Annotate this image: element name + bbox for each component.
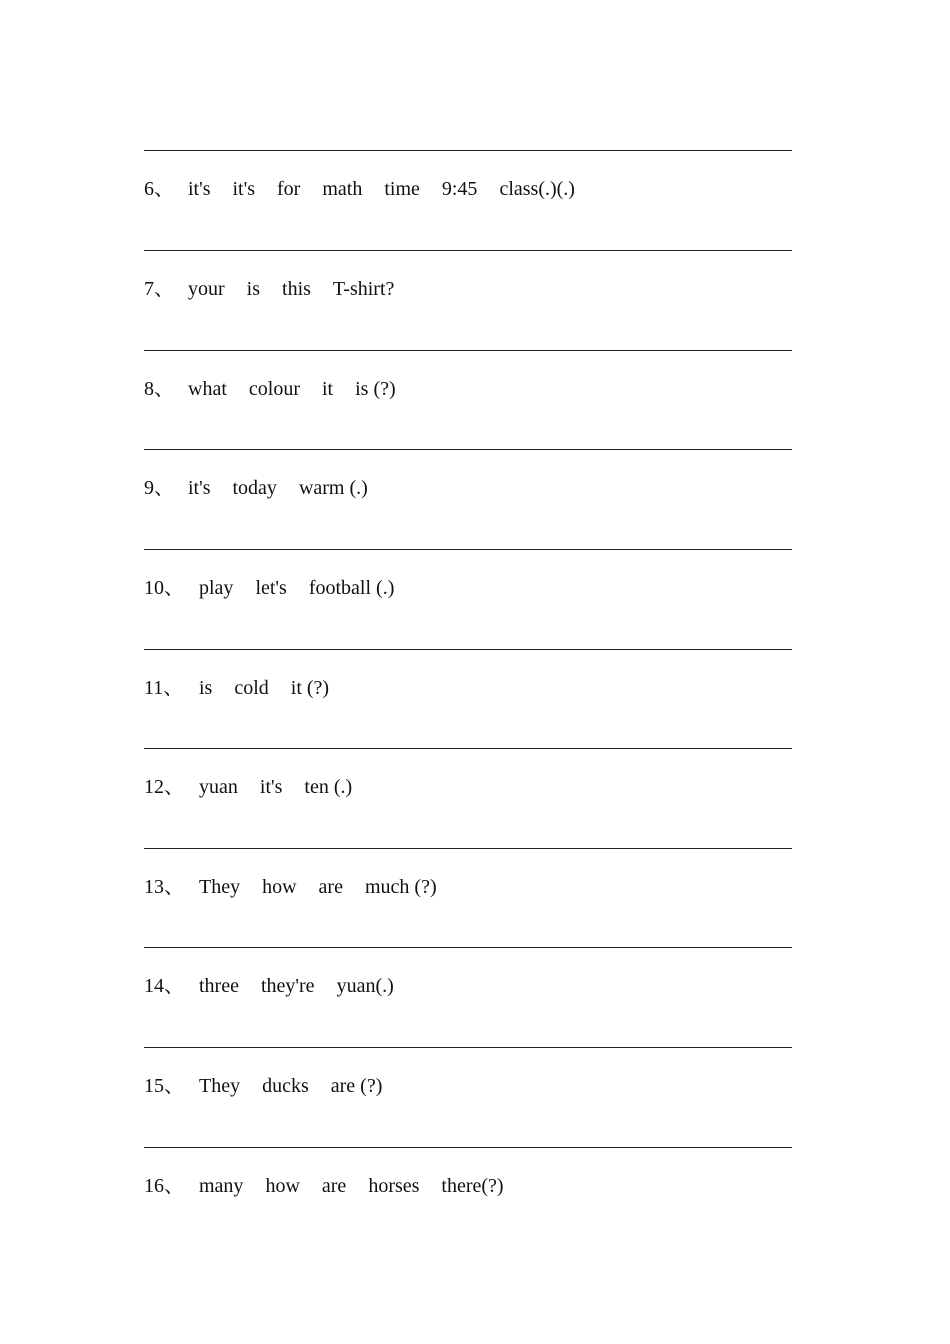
scrambled-word: how: [262, 876, 297, 898]
scrambled-word: it's: [188, 477, 211, 499]
scrambled-word: T-shirt?: [332, 278, 395, 300]
scrambled-word: ducks: [262, 1075, 309, 1097]
scrambled-word: how: [265, 1175, 300, 1197]
answer-line: [144, 350, 792, 351]
answer-line: [144, 1147, 792, 1148]
scrambled-word: three: [199, 975, 239, 997]
question-number: 6、: [144, 178, 174, 200]
scrambled-word: much (?): [364, 876, 437, 898]
question-9: [144, 474, 368, 502]
question-13: [144, 873, 437, 901]
scrambled-word: colour: [248, 378, 300, 400]
question-number: 8、: [144, 378, 174, 400]
question-number: 10、: [144, 577, 184, 599]
scrambled-word: warm (.): [298, 477, 368, 499]
scrambled-word: They: [199, 1075, 241, 1097]
question-7: [144, 275, 394, 303]
scrambled-word: cold: [234, 677, 269, 699]
question-number: 12、: [144, 776, 184, 798]
scrambled-word: let's: [255, 577, 287, 599]
scrambled-word: it: [321, 378, 334, 400]
scrambled-word: many: [199, 1175, 244, 1197]
question-number: 9、: [144, 477, 174, 499]
question-number: 13、: [144, 876, 184, 898]
scrambled-word: are (?): [330, 1075, 383, 1097]
scrambled-word: they're: [260, 975, 315, 997]
answer-line: [144, 848, 792, 849]
scrambled-word: time: [384, 178, 420, 200]
scrambled-word: today: [232, 477, 277, 499]
question-number: 11、: [144, 677, 184, 699]
question-10: [144, 574, 394, 602]
question-number: 15、: [144, 1075, 184, 1097]
answer-line: [144, 947, 792, 948]
answer-line: [144, 649, 792, 650]
scrambled-word: what: [188, 378, 227, 400]
scrambled-word: football (.): [308, 577, 395, 599]
question-8: [144, 375, 396, 403]
answer-line: [144, 748, 792, 749]
question-11: [144, 674, 329, 702]
scrambled-word: ten (.): [304, 776, 353, 798]
scrambled-word: horses: [368, 1175, 420, 1197]
scrambled-word: is: [246, 278, 261, 300]
question-number: 7、: [144, 278, 174, 300]
answer-line: [144, 449, 792, 450]
scrambled-word: are: [321, 1175, 347, 1197]
question-14: [144, 972, 394, 1000]
scrambled-word: play: [199, 577, 234, 599]
scrambled-word: it's: [259, 776, 283, 798]
question-number: 14、: [144, 975, 184, 997]
scrambled-word: class(.)(.): [499, 178, 575, 200]
answer-line: [144, 250, 792, 251]
scrambled-word: 9:45: [441, 178, 478, 200]
scrambled-word: it's: [232, 178, 255, 200]
scrambled-word: there(?): [441, 1175, 504, 1197]
answer-line: [144, 1047, 792, 1048]
scrambled-word: your: [188, 278, 225, 300]
scrambled-word: it (?): [290, 677, 330, 699]
question-12: [144, 773, 352, 801]
answer-line: [144, 150, 792, 151]
scrambled-word: They: [199, 876, 241, 898]
question-6: [144, 175, 575, 203]
question-16: [144, 1172, 504, 1200]
scrambled-word: yuan(.): [336, 975, 394, 997]
scrambled-word: this: [282, 278, 311, 300]
scrambled-word: for: [277, 178, 301, 200]
answer-line: [144, 549, 792, 550]
scrambled-word: is: [199, 677, 213, 699]
question-number: 16、: [144, 1175, 184, 1197]
scrambled-word: math: [322, 178, 363, 200]
scrambled-word: is (?): [355, 378, 396, 400]
scrambled-word: yuan: [199, 776, 238, 798]
scrambled-word: are: [318, 876, 343, 898]
scrambled-word: it's: [188, 178, 211, 200]
question-15: [144, 1072, 382, 1100]
